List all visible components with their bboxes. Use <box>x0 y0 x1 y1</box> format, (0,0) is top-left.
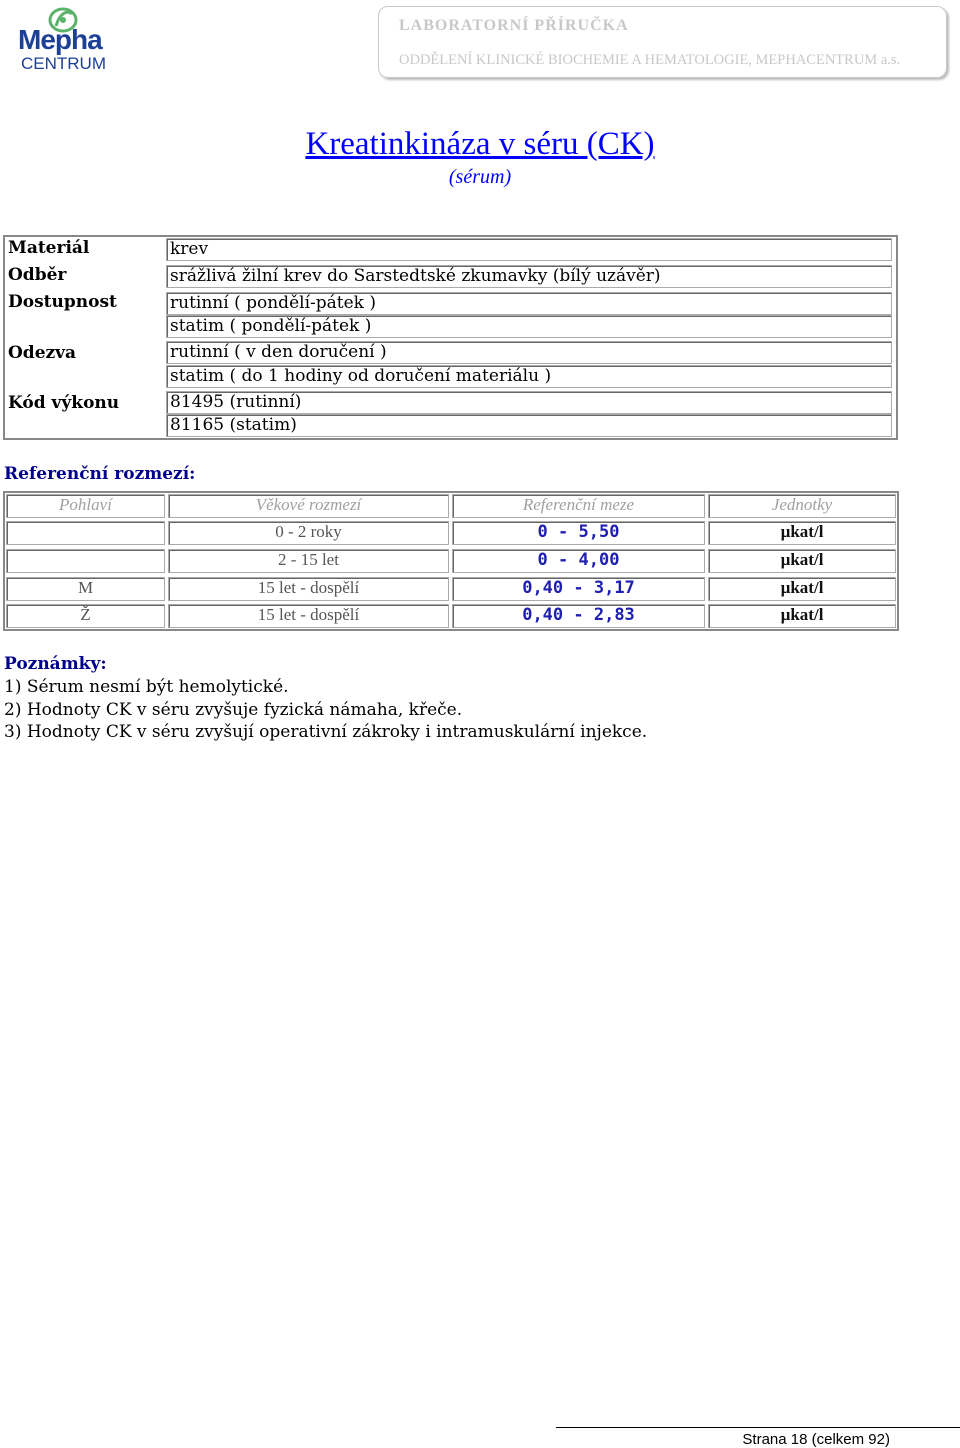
footer-divider <box>556 1427 960 1428</box>
table-cell <box>6 549 165 573</box>
row-sex: M <box>77 578 94 597</box>
row-unit: µkat/l <box>780 522 824 541</box>
odber-label: Odběr <box>8 265 67 285</box>
row-range: 0,40 - 3,17 <box>522 578 635 598</box>
material-label: Materiál <box>8 238 90 258</box>
column-header: Jednotky <box>771 495 833 514</box>
row-age: 15 let - dospělí <box>257 605 360 624</box>
dostupnost-label: Dostupnost <box>8 292 117 312</box>
logo-sub: CENTRUM <box>21 54 106 73</box>
odezva-value-1: rutinní ( v den doručení ) <box>170 342 387 362</box>
row-unit: µkat/l <box>780 550 824 569</box>
kod-value-1: 81495 (rutinní) <box>170 392 302 412</box>
row-sex: Ž <box>80 605 91 624</box>
kod-value-2: 81165 (statim) <box>170 415 297 435</box>
material-value: krev <box>170 239 209 259</box>
table-cell <box>6 521 165 545</box>
logo-name: Mepha <box>18 24 102 55</box>
dostupnost-value-2: statim ( pondělí-pátek ) <box>170 316 372 336</box>
reference-heading: Referenční rozmezí: <box>4 464 196 484</box>
material-cell <box>166 238 892 261</box>
page-number: Strana 18 (celkem 92) <box>742 1431 890 1448</box>
notes-heading: Poznámky: <box>4 654 107 674</box>
note-item: 3) Hodnoty CK v séru zvyšují operativní zákroky i intramuskulární injekce. <box>4 722 648 742</box>
row-range: 0 - 5,50 <box>537 522 620 542</box>
page-title: Kreatinkináza v séru (CK) <box>305 126 655 162</box>
row-unit: µkat/l <box>780 605 824 624</box>
note-item: 2) Hodnoty CK v séru zvyšuje fyzická námaha, křeče. <box>4 700 463 720</box>
column-header: Pohlaví <box>59 495 112 514</box>
page-subtitle: (sérum) <box>448 166 512 188</box>
odber-value: srážlivá žilní krev do Sarstedtské zkumavky (bílý uzávěr) <box>170 266 661 286</box>
column-header: Věkové rozmezí <box>255 495 362 514</box>
row-age: 0 - 2 roky <box>275 522 342 541</box>
column-header: Referenční meze <box>522 495 635 514</box>
odezva-label: Odezva <box>8 343 77 363</box>
row-age: 15 let - dospělí <box>257 578 360 597</box>
row-unit: µkat/l <box>780 578 824 597</box>
header-subtitle: ODDĚLENÍ KLINICKÉ BIOCHEMIE A HEMATOLOGIE, MEPHACENTRUM a.s. <box>399 52 901 68</box>
odezva-value-2: statim ( do 1 hodiny od doručení materiálu ) <box>170 366 552 386</box>
note-item: 1) Sérum nesmí být hemolytické. <box>4 677 289 697</box>
kod-label: Kód výkonu <box>8 393 120 413</box>
dostupnost-value-1: rutinní ( pondělí-pátek ) <box>170 293 376 313</box>
mepha-logo <box>16 6 108 72</box>
row-range: 0 - 4,00 <box>537 550 620 570</box>
header-box <box>378 6 947 78</box>
row-range: 0,40 - 2,83 <box>522 605 635 625</box>
row-age: 2 - 15 let <box>278 550 339 569</box>
header-title: LABORATORNÍ PŘÍRUČKA <box>399 17 629 34</box>
